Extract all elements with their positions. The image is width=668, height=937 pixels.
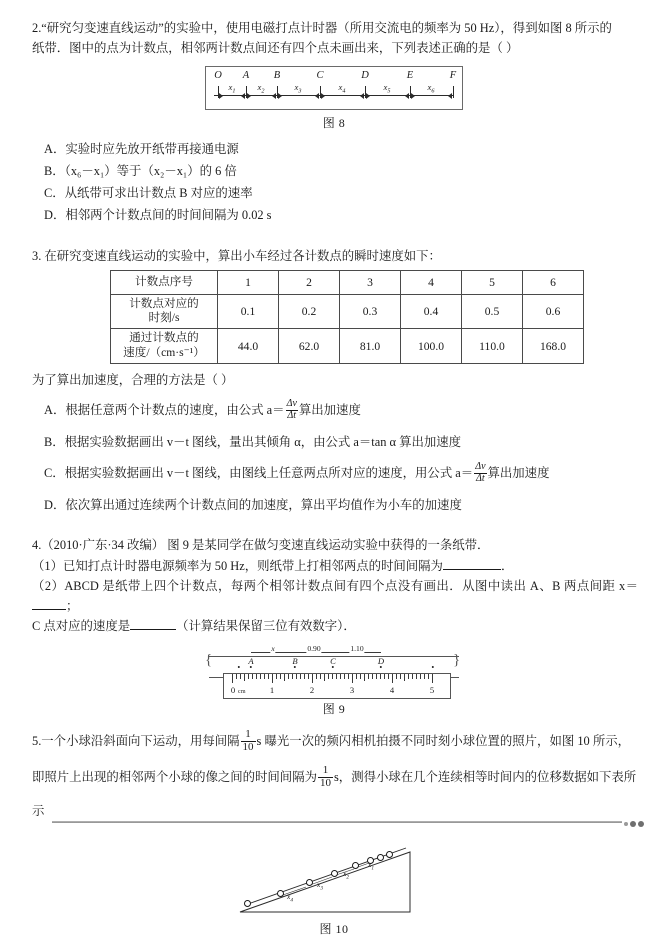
question-3-option-a-post: 算出加速度 [298,403,361,417]
ruler-minor-tick [276,674,277,679]
ruler-minor-tick [260,674,261,679]
table-cell: 5 [462,270,523,294]
ruler-number-0: 0 [230,684,236,695]
ruler-minor-tick [428,674,429,679]
question-2-option-c[interactable]: C．从纸带可求出计数点 B 对应的速率 [44,186,253,201]
ruler-minor-tick [256,674,257,679]
question-3-option-d[interactable]: D．依次算出通过连续两个计数点间的加速度，算出平均值作为小车的加速度 [44,498,462,513]
tape-segment-x6: $x_6$ [427,82,435,95]
question-3 [0,246,668,266]
question-3-stem [32,246,638,266]
footer-rule [52,821,622,823]
question-4-sub2 [32,576,638,616]
ball-position-2 [277,890,284,897]
figure-10-caption: 图 10 [319,921,349,936]
ruler-scale [223,673,451,699]
ruler-number-4: 4 [389,684,395,695]
question-2-options [0,138,668,226]
answer-blank-3[interactable] [130,629,176,630]
table-rowheader-velocity-l1: 通过计数点的 [129,331,199,345]
question-2-stem-line1: “研究匀变速直线运动”的实验中，使用电磁打点计时器（所用交流电的频率为 50 Hz），得到如图 8 所示的 [41,21,612,35]
figure-9-caption: 图 9 [322,701,346,716]
ruler-minor-tick [424,674,425,679]
dim-label-x: x [271,643,275,653]
ruler-minor-tick [320,674,321,679]
ruler-minor-tick [384,674,385,679]
ruler-major-tick-1 [272,674,273,683]
tape-brace-right: } [453,651,461,668]
table-cell: 0.1 [218,294,279,329]
question-4-number: 4. [32,538,42,553]
ruler-number-2: 2 [309,684,315,695]
tape-point-C: C [316,70,324,82]
ruler-major-tick-0 [232,674,233,683]
ruler-minor-tick [268,674,269,679]
table-cell: 100.0 [401,329,462,364]
tape-arrow-9 [366,93,370,99]
question-3-prompt-wrap [0,370,668,390]
ruler-minor-tick [376,674,377,679]
tape-diagram [210,70,458,104]
ruler-minor-tick [328,674,329,679]
figure-8-tape [205,66,463,110]
table-cell: 81.0 [340,329,401,364]
ruler-major-tick-3 [352,674,353,683]
question-4-sub2-text: （2）ABCD 是纸带上四个计数点，每两个相邻计数点间有四个点没有画出．从图中读出 A、B 两点间距 x＝ [32,578,638,593]
figure-9-ruler [195,642,473,700]
ruler-minor-tick [236,674,237,679]
ruler-minor-tick [340,674,341,679]
footer-dot-small [624,822,628,826]
table-cell: 4 [401,270,462,294]
question-3-prompt: 为了算出加速度，合理的方法是（ ） [32,372,234,387]
velocity-data-table [110,270,584,364]
ball-position-7 [377,854,384,861]
fraction-one-tenth: $\frac{1}{10}$ [319,763,331,789]
tape-segment-x4: $x_4$ [338,82,346,95]
table-rowheader-time [111,294,218,329]
ball-position-8 [386,851,393,858]
ruler-minor-tick [336,674,337,679]
question-3-option-a-pre: A．根据任意两个计数点的速度，由公式 a＝ [44,403,285,417]
question-5-stem-part4: s，测得小球在几个连续相等时间内的位移数据如下表所 [333,769,637,784]
table-cell: 0.4 [401,294,462,329]
fraction-one-tenth: $\frac{1}{10}$ [242,727,254,753]
ball-position-4 [331,870,338,877]
table-cell: 1 [218,270,279,294]
ruler-minor-tick [324,674,325,681]
table-rowheader-time-l2: 时刻/s [148,311,180,325]
ruler-minor-tick [360,674,361,679]
question-2-stem-line2: 纸带．图中的点为计数点，相邻两计数点间还有四个点未画出来，下列表述正确的是（ ） [32,41,519,56]
figure-8-caption: 图 8 [322,116,346,131]
tape-segment-x5: $x_5$ [383,82,391,95]
ball-position-1 [244,900,251,907]
ruler-number-1: 1 [269,684,275,695]
ruler-point-B: B [292,655,298,666]
ruler-minor-tick [280,674,281,679]
ruler-minor-tick [368,674,369,679]
ruler-minor-tick [400,674,401,679]
question-4 [0,535,668,635]
tape-arrow-12 [448,93,452,99]
ruler-minor-tick [396,674,397,679]
tape-point-A: A [242,70,250,82]
tape-arrow-1 [219,93,223,99]
question-5-stem-line2 [32,763,638,791]
ruler-minor-tick [332,674,333,679]
tape-point-O: O [214,70,222,82]
ruler-minor-tick [308,674,309,679]
ruler-major-tick-4 [392,674,393,683]
question-3-stem-text: 在研究变速直线运动的实验中，算出小车经过各计数点的瞬时速度如下： [44,248,441,263]
table-rowheader-velocity-l2: 速度/（cm·s⁻¹） [123,346,205,360]
question-4-stem-text: （2010·广东·34 改编） 图 9 是某同学在做匀变速直线运动实验中获得的一条纸带． [41,538,490,553]
question-5-stem-part3: 即照片上出现的相邻两个小球的像之间的时间间隔为 [32,769,317,784]
ruler-minor-tick [420,674,421,679]
answer-blank-2[interactable] [32,609,66,610]
ruler-minor-tick [416,674,417,679]
table-cell: 6 [523,270,584,294]
tape-point-B: B [273,70,281,82]
question-4-sub1-tail: ． [500,558,514,573]
footer-dot-large [638,821,644,827]
question-2-option-d[interactable]: D．相邻两个计数点间的时间间隔为 0.02 s [44,208,272,223]
tape-point-F: F [449,70,457,82]
question-4-sub1 [32,556,638,576]
question-5-stem-line3: 示 [32,804,45,819]
question-5 [0,727,668,822]
question-3-option-c-post: 算出加速度 [487,466,550,481]
ruler-major-tick-2 [312,674,313,683]
incline-label-x3: $x_3$ [317,879,323,891]
tape-brace-left: { [205,651,213,668]
dim-label-110: 1.10 [350,643,364,653]
tape-arrow-3 [247,93,251,99]
question-4-sub2-tail: ； [66,598,79,613]
table-row [111,294,584,329]
tape-arrow-4 [272,93,276,99]
question-5-stem-line1 [32,727,638,755]
question-3-option-c[interactable] [44,462,668,485]
table-row [111,329,584,364]
ball-position-3 [306,879,313,886]
table-cell: 3 [340,270,401,294]
ball-position-5 [352,862,359,869]
question-5-number: 5. [32,734,42,749]
incline-label-x4: $x_4$ [287,891,293,903]
ruler-minor-tick [240,674,241,679]
tape-arrow-8 [360,93,364,99]
ruler-minor-tick [356,674,357,679]
ruler-minor-tick [252,674,253,679]
figure-10-incline [234,826,434,918]
ruler-unit-cm: cm [238,688,246,695]
question-5-stem-part2: s 曝光一次的频闪相机拍摄不同时刻小球位置的照片，如图 10 所示， [256,734,630,749]
question-3-options [0,399,668,516]
table-cell: 0.6 [523,294,584,329]
ruler-minor-tick [264,674,265,679]
ruler-point-A: A [248,655,254,666]
fraction-dv-dt: $\frac{\Delta v}{\Delta t}$ [286,398,297,421]
tape-arrow-11 [411,93,415,99]
ruler-minor-tick [388,674,389,679]
footer-dot-mid [630,821,636,827]
ruler-minor-tick [284,674,285,681]
question-2-option-a[interactable]: A．实验时应先放开纸带再接通电源 [44,142,239,157]
ruler-minor-tick [408,674,409,679]
question-2-number: 2. [32,21,42,35]
ruler-minor-tick [316,674,317,679]
question-4-sub3-tail: （计算结果保留三位有效数字）． [176,618,356,633]
tape-arrow-7 [321,93,325,99]
table-rowheader-velocity [111,329,218,364]
incline-label-x1: $x_1$ [368,859,374,871]
table-cell: 0.3 [340,294,401,329]
question-4-sub1-text: （1）已知打点计时器电源频率为 50 Hz，则纸带上打相邻两点的时间间隔为 [32,558,443,573]
question-5-stem-part1: 一个小球沿斜面向下运动，用每间隔 [41,734,240,749]
table-cell: 0.5 [462,294,523,329]
question-3-option-c-pre: C．根据实验数据画出 v－t 图线，由图线上任意两点所对应的速度，用公式 a＝ [44,466,474,481]
tape-segment-x3: $x_3$ [294,82,302,95]
ruler-number-5: 5 [429,684,435,695]
ruler-point-C: C [330,655,336,666]
question-4-sub3-text: C 点对应的速度是 [32,618,131,633]
ruler-minor-tick [300,674,301,679]
ruler-point-D: D [377,655,385,666]
tape-point-E: E [406,70,414,82]
ruler-minor-tick [304,674,305,679]
ruler-number-3: 3 [349,684,355,695]
ruler-major-tick-5 [432,674,433,683]
ruler-minor-tick [288,674,289,679]
table-cell: 44.0 [218,329,279,364]
ruler-minor-tick [412,674,413,679]
ruler-minor-tick [372,674,373,679]
tape-arrow-6 [315,93,319,99]
question-2-stem [32,18,638,38]
tape-point-D: D [361,70,369,82]
tape-arrow-10 [405,93,409,99]
fraction-dv-dt: $\frac{\Delta v}{\Delta t}$ [475,461,486,484]
question-3-number: 3. [32,248,42,263]
ruler-minor-tick [292,674,293,679]
question-2-option-b[interactable]: B．（x₆－x₁）等于（x₂－x₁）的 6 倍 [44,164,237,179]
table-cell: 110.0 [462,329,523,364]
ruler-minor-tick [380,674,381,679]
ruler-minor-tick [244,674,245,681]
incline-label-x2: $x_2$ [343,868,349,880]
ruler-minor-tick [344,674,345,679]
table-cell: 2 [279,270,340,294]
tape-arrow-2 [241,93,245,99]
table-cell: 62.0 [279,329,340,364]
question-4-sub3 [32,616,638,636]
dim-label-090: 0.90 [307,643,321,653]
question-3-option-b[interactable]: B．根据实验数据画出 v－t 图线，量出其倾角 α，由公式 a＝tan α 算出加速度 [44,435,462,450]
table-cell: 0.2 [279,294,340,329]
table-cell: 168.0 [523,329,584,364]
ruler-minor-tick [364,674,365,681]
ruler-minor-tick [404,674,405,681]
ruler-minor-tick [348,674,349,679]
ruler-minor-tick [248,674,249,679]
question-3-option-a[interactable] [44,399,668,422]
tape-segment-x1: $x_1$ [228,82,236,95]
table-rowheader-index: 计数点序号 [111,270,218,294]
tape-tick-F [453,86,454,98]
question-2 [0,0,668,58]
question-4-stem [32,535,638,555]
table-row [111,270,584,294]
table-rowheader-time-l1: 计数点对应的 [129,296,199,310]
tape-arrow-5 [278,93,282,99]
tape-segment-x2: $x_2$ [257,82,265,95]
ruler-minor-tick [296,674,297,679]
answer-blank-1[interactable] [443,569,501,570]
